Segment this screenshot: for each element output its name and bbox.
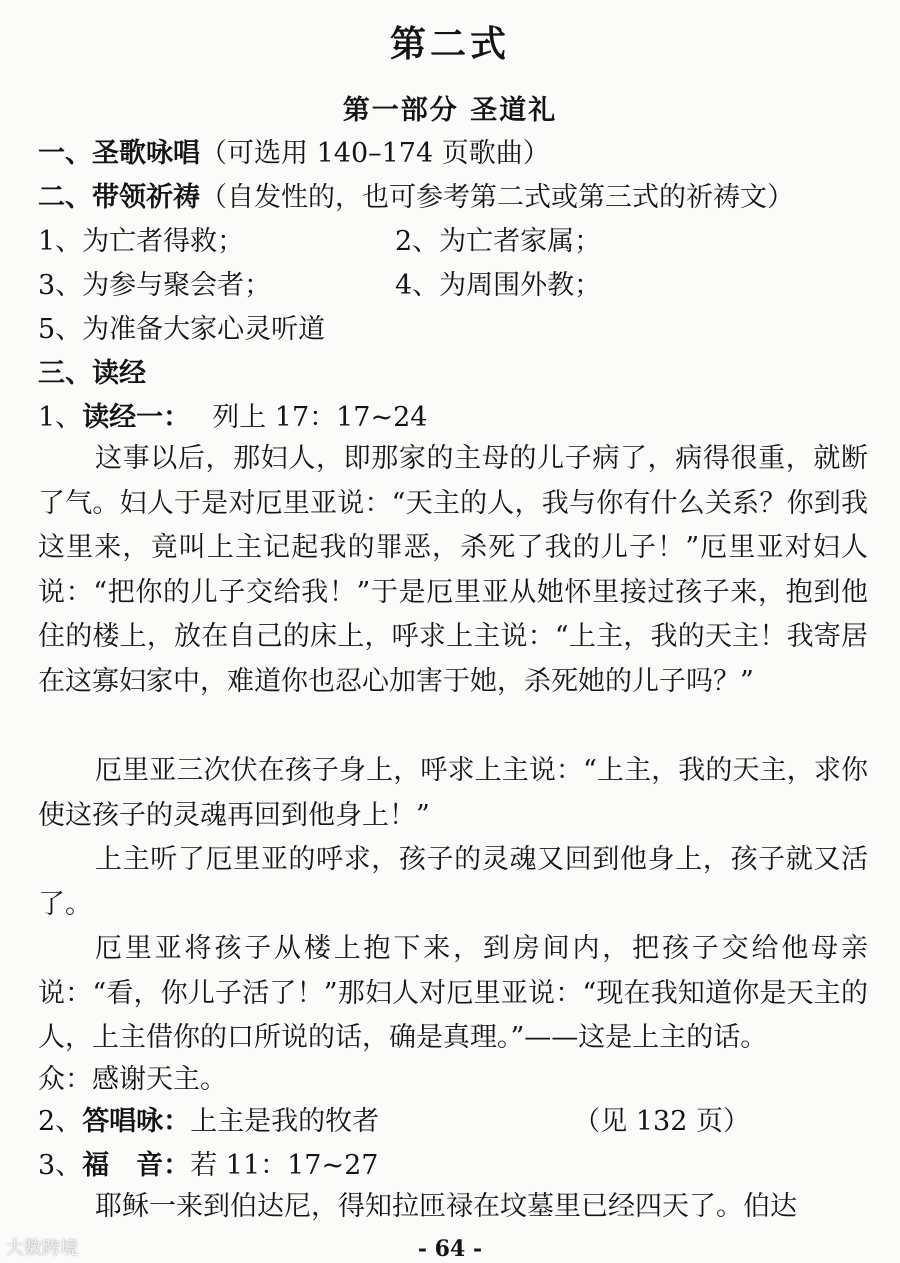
congregation-response: 众：感谢天主。 <box>38 1064 227 1095</box>
reading-paragraph-2: 厄里亚三次伏在孩子身上，呼求上主说：“上主，我的天主，求你使这孩子的灵魂再回到他身上！” <box>38 755 868 831</box>
gospel <box>38 1149 378 1183</box>
reading-one-label: 读经一： <box>82 402 191 433</box>
reading-paragraph-1: 这事以后，那妇人，即那家的主母的儿子病了，病得很重，就断了气。妇人于是对厄里亚说：“天主的人，我与你有什么关系？你到我这里来，竟叫上主记起我的罪恶，杀死了我的儿子！”厄里亚对妇人说：“把你的儿子交给我！”于是厄里亚从她怀里接过孩子来，抱到他住的楼上，放在自己的床上，呼求上主说：“上主，我的天主！我寄居在这寡妇家中，难道你也忍心加害于她，杀死她的儿子吗？” <box>38 443 868 697</box>
prayer-1: 1、为亡者得救； <box>38 226 245 257</box>
prayer-4: 4、为周围外教； <box>395 270 602 301</box>
item-prayer-note: （自发性的，也可参考第二式或第三式的祈祷文） <box>200 182 794 213</box>
item-reading-heading: 三、读经 <box>38 358 146 389</box>
gospel-label: 福 音： <box>82 1150 191 1181</box>
page-title: 第二式 <box>389 24 510 65</box>
psalm-label: 答唱咏： <box>82 1106 191 1137</box>
watermark-logo: 大数跨境 <box>6 1238 78 1259</box>
prayer-5: 5、为准备大家心灵听道 <box>38 314 326 345</box>
reading-one <box>38 401 427 435</box>
psalm-num: 2、 <box>38 1106 83 1137</box>
item-hymn <box>38 137 550 171</box>
gospel-ref: 若 11：17~27 <box>190 1150 379 1181</box>
page-number: - 64 - <box>417 1236 483 1262</box>
psalm-page-ref: （见 132 页） <box>573 1106 750 1137</box>
item-prayer-label: 二、带领祈祷 <box>38 182 200 213</box>
reading-paragraph-4: 厄里亚将孩子从楼上抱下来，到房间内，把孩子交给他母亲说：“看，你儿子活了！”那妇人对厄里亚说：“现在我知道你是天主的人，上主借你的口所说的话，确是真理。”——这是上主的话。 <box>38 933 868 1054</box>
gospel-paragraph: 耶稣一来到伯达尼，得知拉匝禄在坟墓里已经四天了。伯达 <box>95 1191 797 1222</box>
prayer-2: 2、为亡者家属； <box>395 226 602 257</box>
psalm-text: 上主是我的牧者 <box>190 1106 380 1137</box>
reading-one-num: 1、 <box>38 402 83 433</box>
item-prayer <box>38 181 794 215</box>
reading-paragraph-3: 上主听了厄里亚的呼求，孩子的灵魂又回到他身上，孩子就又活了。 <box>38 844 868 920</box>
section-subtitle: 第一部分 圣道礼 <box>342 95 558 126</box>
reading-one-ref: 列上 17：17~24 <box>212 402 428 433</box>
responsorial-psalm <box>38 1105 379 1139</box>
item-hymn-label: 一、圣歌咏唱 <box>38 138 200 169</box>
item-hymn-note: （可选用 140–174 页歌曲） <box>200 138 550 169</box>
prayer-3: 3、为参与聚会者； <box>38 270 272 301</box>
gospel-num: 3、 <box>38 1150 83 1181</box>
